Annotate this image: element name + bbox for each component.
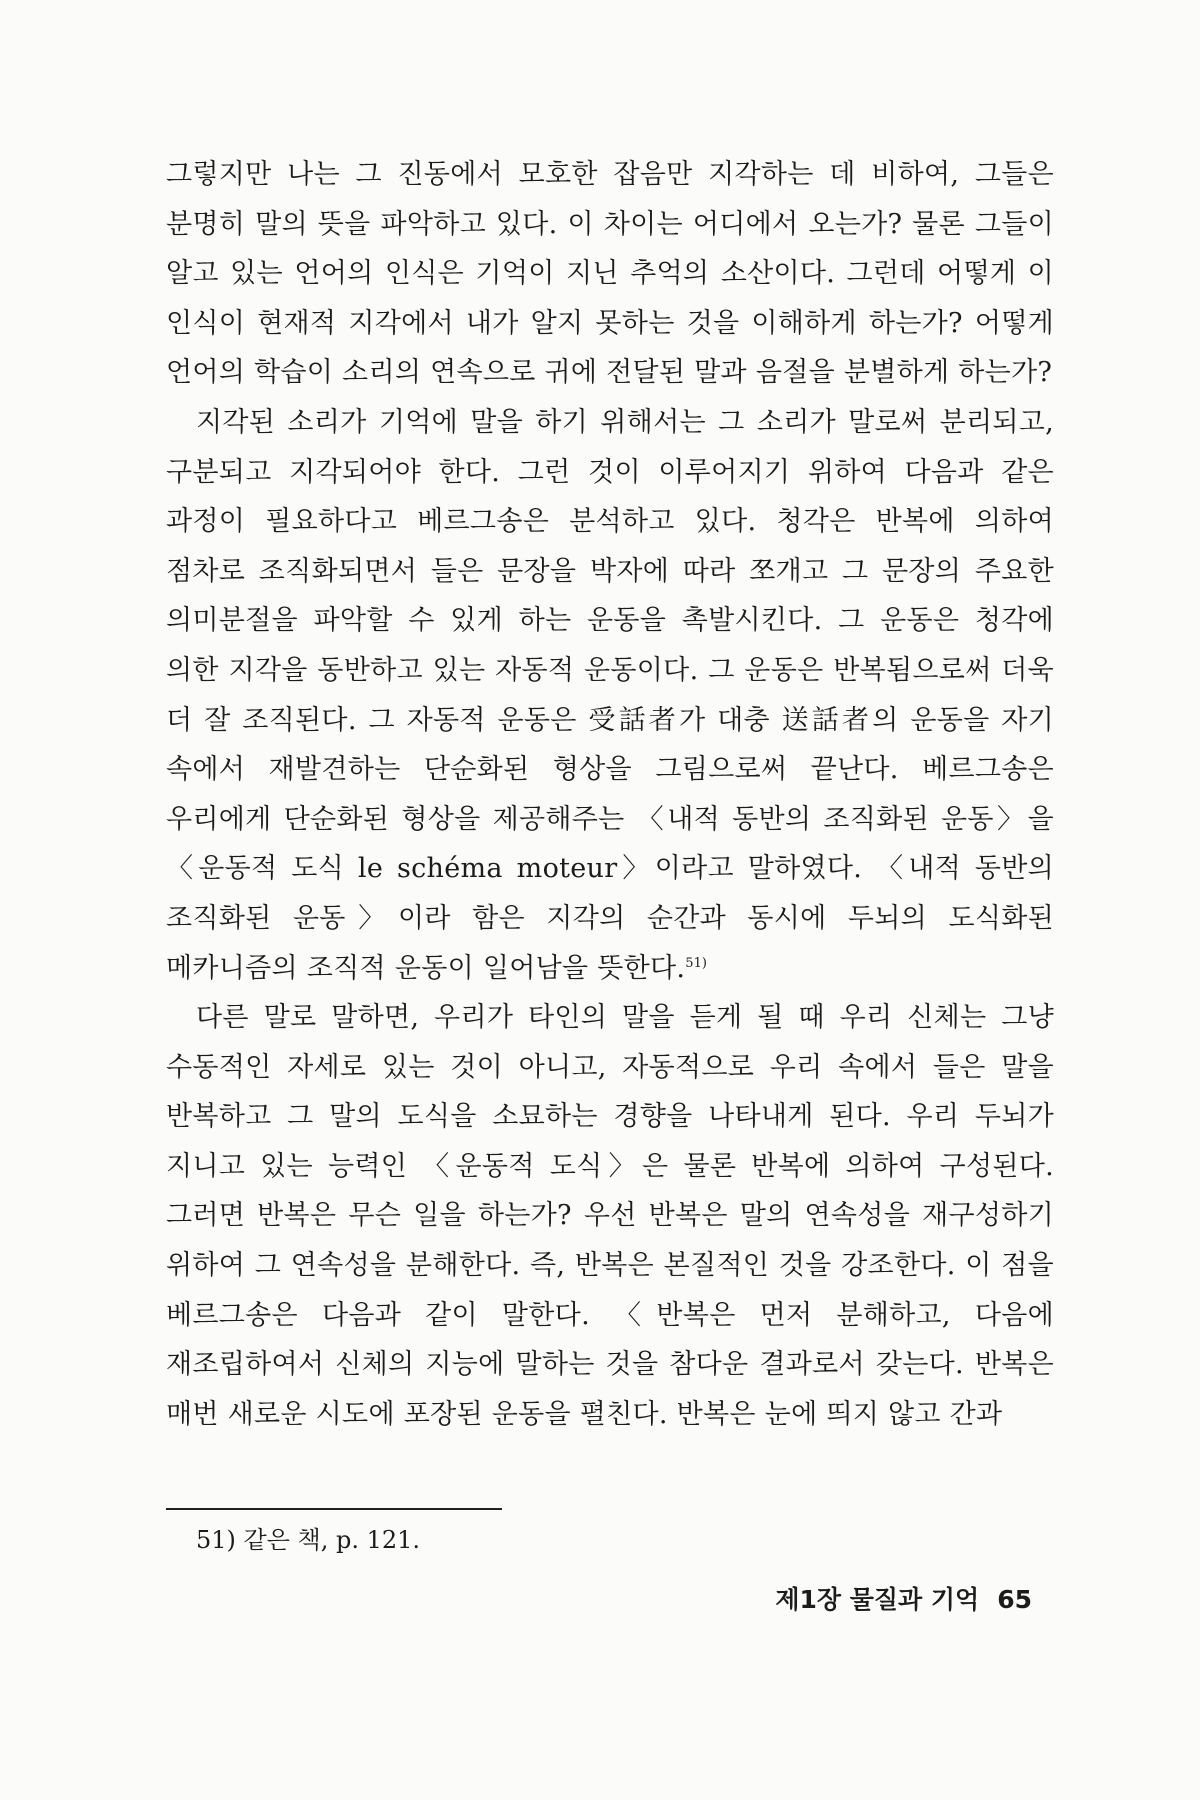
paragraph-3: 다른 말로 말하면, 우리가 타인의 말을 듣게 될 때 우리 신체는 그냥 수동적인 자세로 있는 것이 아니고, 자동적으로 우리 속에서 들은 말을 반복하고 그 말의 도식을 소묘하는 경향을 나타내게 된다. 우리 두뇌가 지니고 있는 능력인 〈운동적 도식〉은 물론 반복에 의하여 구성된다. 그러면 반복은 무슨 일을 하는가? 우선 반복은 말의 연속성을 재구성하기 위하여 그 연속성을 분해한다. 즉, 반복은 본질적인 것을 강조한다. 이 점을 베르그송은 다음과 같이 말한다. 〈반복은 먼저 분해하고, 다음에 재조립하여서 신체의 지능에 말하는 것을 참다운 결과로서 갖는다. 반복은 매번 새로운 시도에 포장된 운동을 펼친다. 반복은 눈에 띄지 않고 간과 [166, 1002, 1054, 1430]
footnote: 51) 같은 책, p. 121. [196, 1526, 421, 1554]
footnote-divider [166, 1508, 502, 1510]
paragraph-1: 그렇지만 나는 그 진동에서 모호한 잡음만 지각하는 데 비하여, 그들은 분명히 말의 뜻을 파악하고 있다. 이 차이는 어디에서 오는가? 물론 그들이 알고 있는 언어의 인식은 기억이 지닌 추억의 소산이다. 그런데 어떻게 이 인식이 현재적 지각에서 내가 알지 못하는 것을 이해하게 하는가? 어떻게 언어의 학습이 소리의 연속으로 귀에 전달된 말과 음절을 분별하게 하는가? [166, 159, 1054, 389]
chapter-title: 제1장 물질과 기억 [775, 1585, 980, 1614]
page-number: 65 [997, 1585, 1032, 1614]
body-text [166, 150, 1054, 1439]
paragraph-2-text: 지각된 소리가 기억에 말을 하기 위해서는 그 소리가 말로써 분리되고, 구분되고 지각되어야 한다. 그런 것이 이루어지기 위하여 다음과 같은 과정이 필요하다고 베르그송은 분석하고 있다. 청각은 반복에 의하여 점차로 조직화되면서 들은 문장을 박자에 따라 쪼개고 그 문장의 주요한 의미분절을 파악할 수 있게 하는 운동을 촉발시킨다. 그 운동은 청각에 의한 지각을 동반하고 있는 자동적 운동이다. 그 운동은 반복됨으로써 더욱 더 잘 조직된다. 그 자동적 운동은 受話者가 대충 送話者의 운동을 자기 속에서 재발견하는 단순화된 형상을 그림으로써 끝난다. 베르그송은 우리에게 단순화된 형상을 제공해주는 〈내적 동반의 조직화된 운동〉을 〈운동적 도식 le schéma moteur〉이라고 말하였다. 〈내적 동반의 조직화된 운동〉이라 함은 지각의 순간과 동시에 두뇌의 도식화된 메카니즘의 조직적 운동이 일어남을 뜻한다. [166, 406, 1054, 984]
running-footer [775, 1580, 1032, 1620]
footnote-reference: 51) [685, 955, 707, 971]
paragraph-2 [166, 398, 1054, 993]
